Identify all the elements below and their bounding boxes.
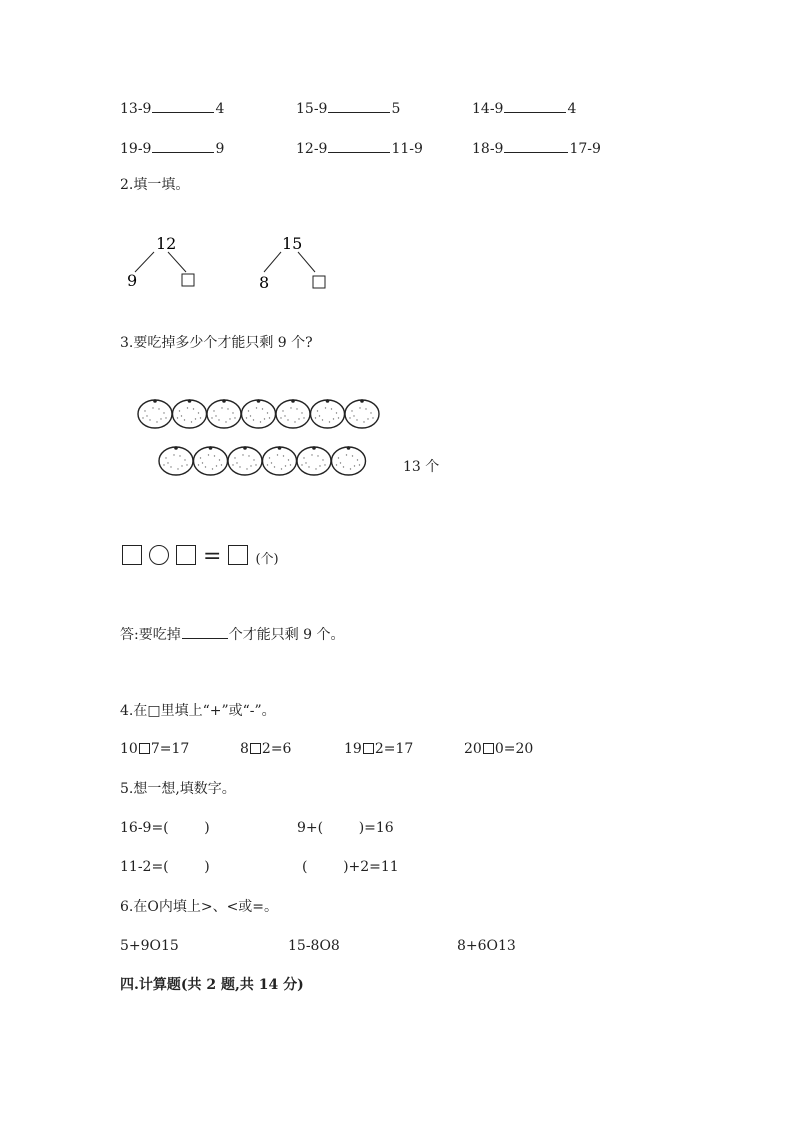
compare-left: 12-9	[296, 141, 328, 157]
q6-item[interactable]: 8+6O13	[457, 938, 516, 954]
tree-left-number: 9	[127, 271, 138, 290]
fruit-icon	[242, 399, 276, 428]
q4-item	[120, 742, 189, 756]
fruit-icon	[297, 446, 331, 475]
compare-left: 15-9	[296, 101, 328, 117]
fruit-icon	[311, 399, 345, 428]
q4-item-b: 7=17	[150, 741, 190, 757]
compare-item	[296, 140, 423, 156]
tree-branch	[298, 252, 315, 272]
equals-sign: =	[203, 544, 222, 569]
tree-branch	[168, 252, 186, 272]
unit-label: (个)	[255, 552, 279, 567]
tree-branch	[264, 252, 281, 272]
compare-right: 9	[215, 141, 225, 157]
answer-box[interactable]	[182, 274, 194, 286]
q3-title: 3.要吃掉多少个才能只剩 9 个?	[120, 335, 313, 351]
number-tree-15	[259, 234, 325, 292]
compare-left: 18-9	[472, 141, 504, 157]
fruit-icon	[194, 446, 228, 475]
fruit-icon	[228, 446, 262, 475]
q4-item-b: 0=20	[494, 741, 534, 757]
tree-branch	[135, 252, 154, 272]
operator-circle[interactable]	[149, 545, 169, 565]
q6-title: 6.在O内填上>、<或=。	[120, 899, 279, 915]
fruit-icon	[207, 399, 241, 428]
answer-blank[interactable]	[328, 140, 390, 153]
q5-item[interactable]: 11-2=( )	[120, 859, 210, 875]
fruit-icon	[159, 446, 193, 475]
q3-answer	[120, 626, 345, 642]
answer-blank[interactable]	[504, 140, 568, 153]
answer-prefix: 答:要吃掉	[120, 627, 181, 643]
answer-box[interactable]	[313, 276, 325, 288]
compare-item	[120, 140, 224, 156]
compare-item	[472, 140, 601, 156]
q5-title: 5.想一想,填数字。	[120, 781, 236, 797]
q4-item	[344, 742, 413, 756]
q5-item[interactable]: 9+( )=16	[297, 820, 394, 836]
q4-item-b: 2=6	[261, 741, 292, 757]
answer-suffix: 个才能只剩 9 个。	[228, 627, 345, 643]
count-label: 13 个	[403, 459, 440, 475]
q4-title: 4.在□里填上“+”或“-”。	[120, 703, 276, 719]
compare-left: 14-9	[472, 101, 504, 117]
q6-item[interactable]: 5+9O15	[120, 938, 179, 954]
compare-item	[472, 100, 576, 116]
compare-left: 19-9	[120, 141, 152, 157]
equation	[122, 545, 279, 568]
fruit-icon	[138, 399, 172, 428]
fruit-icon	[332, 446, 366, 475]
answer-box[interactable]	[122, 545, 142, 565]
answer-blank[interactable]	[152, 100, 214, 113]
q4-item-a: 10	[120, 741, 138, 757]
compare-left: 13-9	[120, 101, 152, 117]
q4-item-a: 8	[240, 741, 249, 757]
fruit-icon	[173, 399, 207, 428]
fruit-illustration	[130, 392, 400, 482]
q4-item-b: 2=17	[374, 741, 414, 757]
compare-right: 4	[215, 101, 225, 117]
q4-item	[464, 742, 533, 756]
answer-blank[interactable]	[328, 100, 390, 113]
answer-blank[interactable]	[182, 626, 228, 639]
tree-top-number: 15	[282, 234, 303, 253]
q4-item-a: 19	[344, 741, 362, 757]
compare-right: 4	[567, 101, 577, 117]
compare-right: 17-9	[569, 141, 601, 157]
answer-blank[interactable]	[504, 100, 566, 113]
answer-blank[interactable]	[152, 140, 214, 153]
q6-item[interactable]: 15-8O8	[288, 938, 340, 954]
fruit-icon	[263, 446, 297, 475]
answer-box[interactable]	[363, 743, 374, 754]
q2-title: 2.填一填。	[120, 177, 190, 193]
q5-item[interactable]: ( )+2=11	[302, 859, 399, 875]
tree-top-number: 12	[156, 234, 177, 253]
fruit-icon	[345, 399, 379, 428]
q5-item[interactable]: 16-9=( )	[120, 820, 210, 836]
compare-right: 5	[391, 101, 401, 117]
compare-right: 11-9	[391, 141, 423, 157]
answer-box[interactable]	[483, 743, 494, 754]
number-tree-12	[127, 234, 194, 290]
q4-item	[240, 742, 291, 756]
number-trees	[118, 230, 348, 300]
answer-box[interactable]	[139, 743, 150, 754]
q4-item-a: 20	[464, 741, 482, 757]
section-heading: 四.计算题(共 2 题,共 14 分)	[120, 977, 304, 993]
answer-box[interactable]	[228, 545, 248, 565]
answer-box[interactable]	[176, 545, 196, 565]
compare-item	[120, 100, 224, 116]
tree-left-number: 8	[259, 273, 270, 292]
compare-item	[296, 100, 400, 116]
answer-box[interactable]	[250, 743, 261, 754]
fruit-icon	[276, 399, 310, 428]
